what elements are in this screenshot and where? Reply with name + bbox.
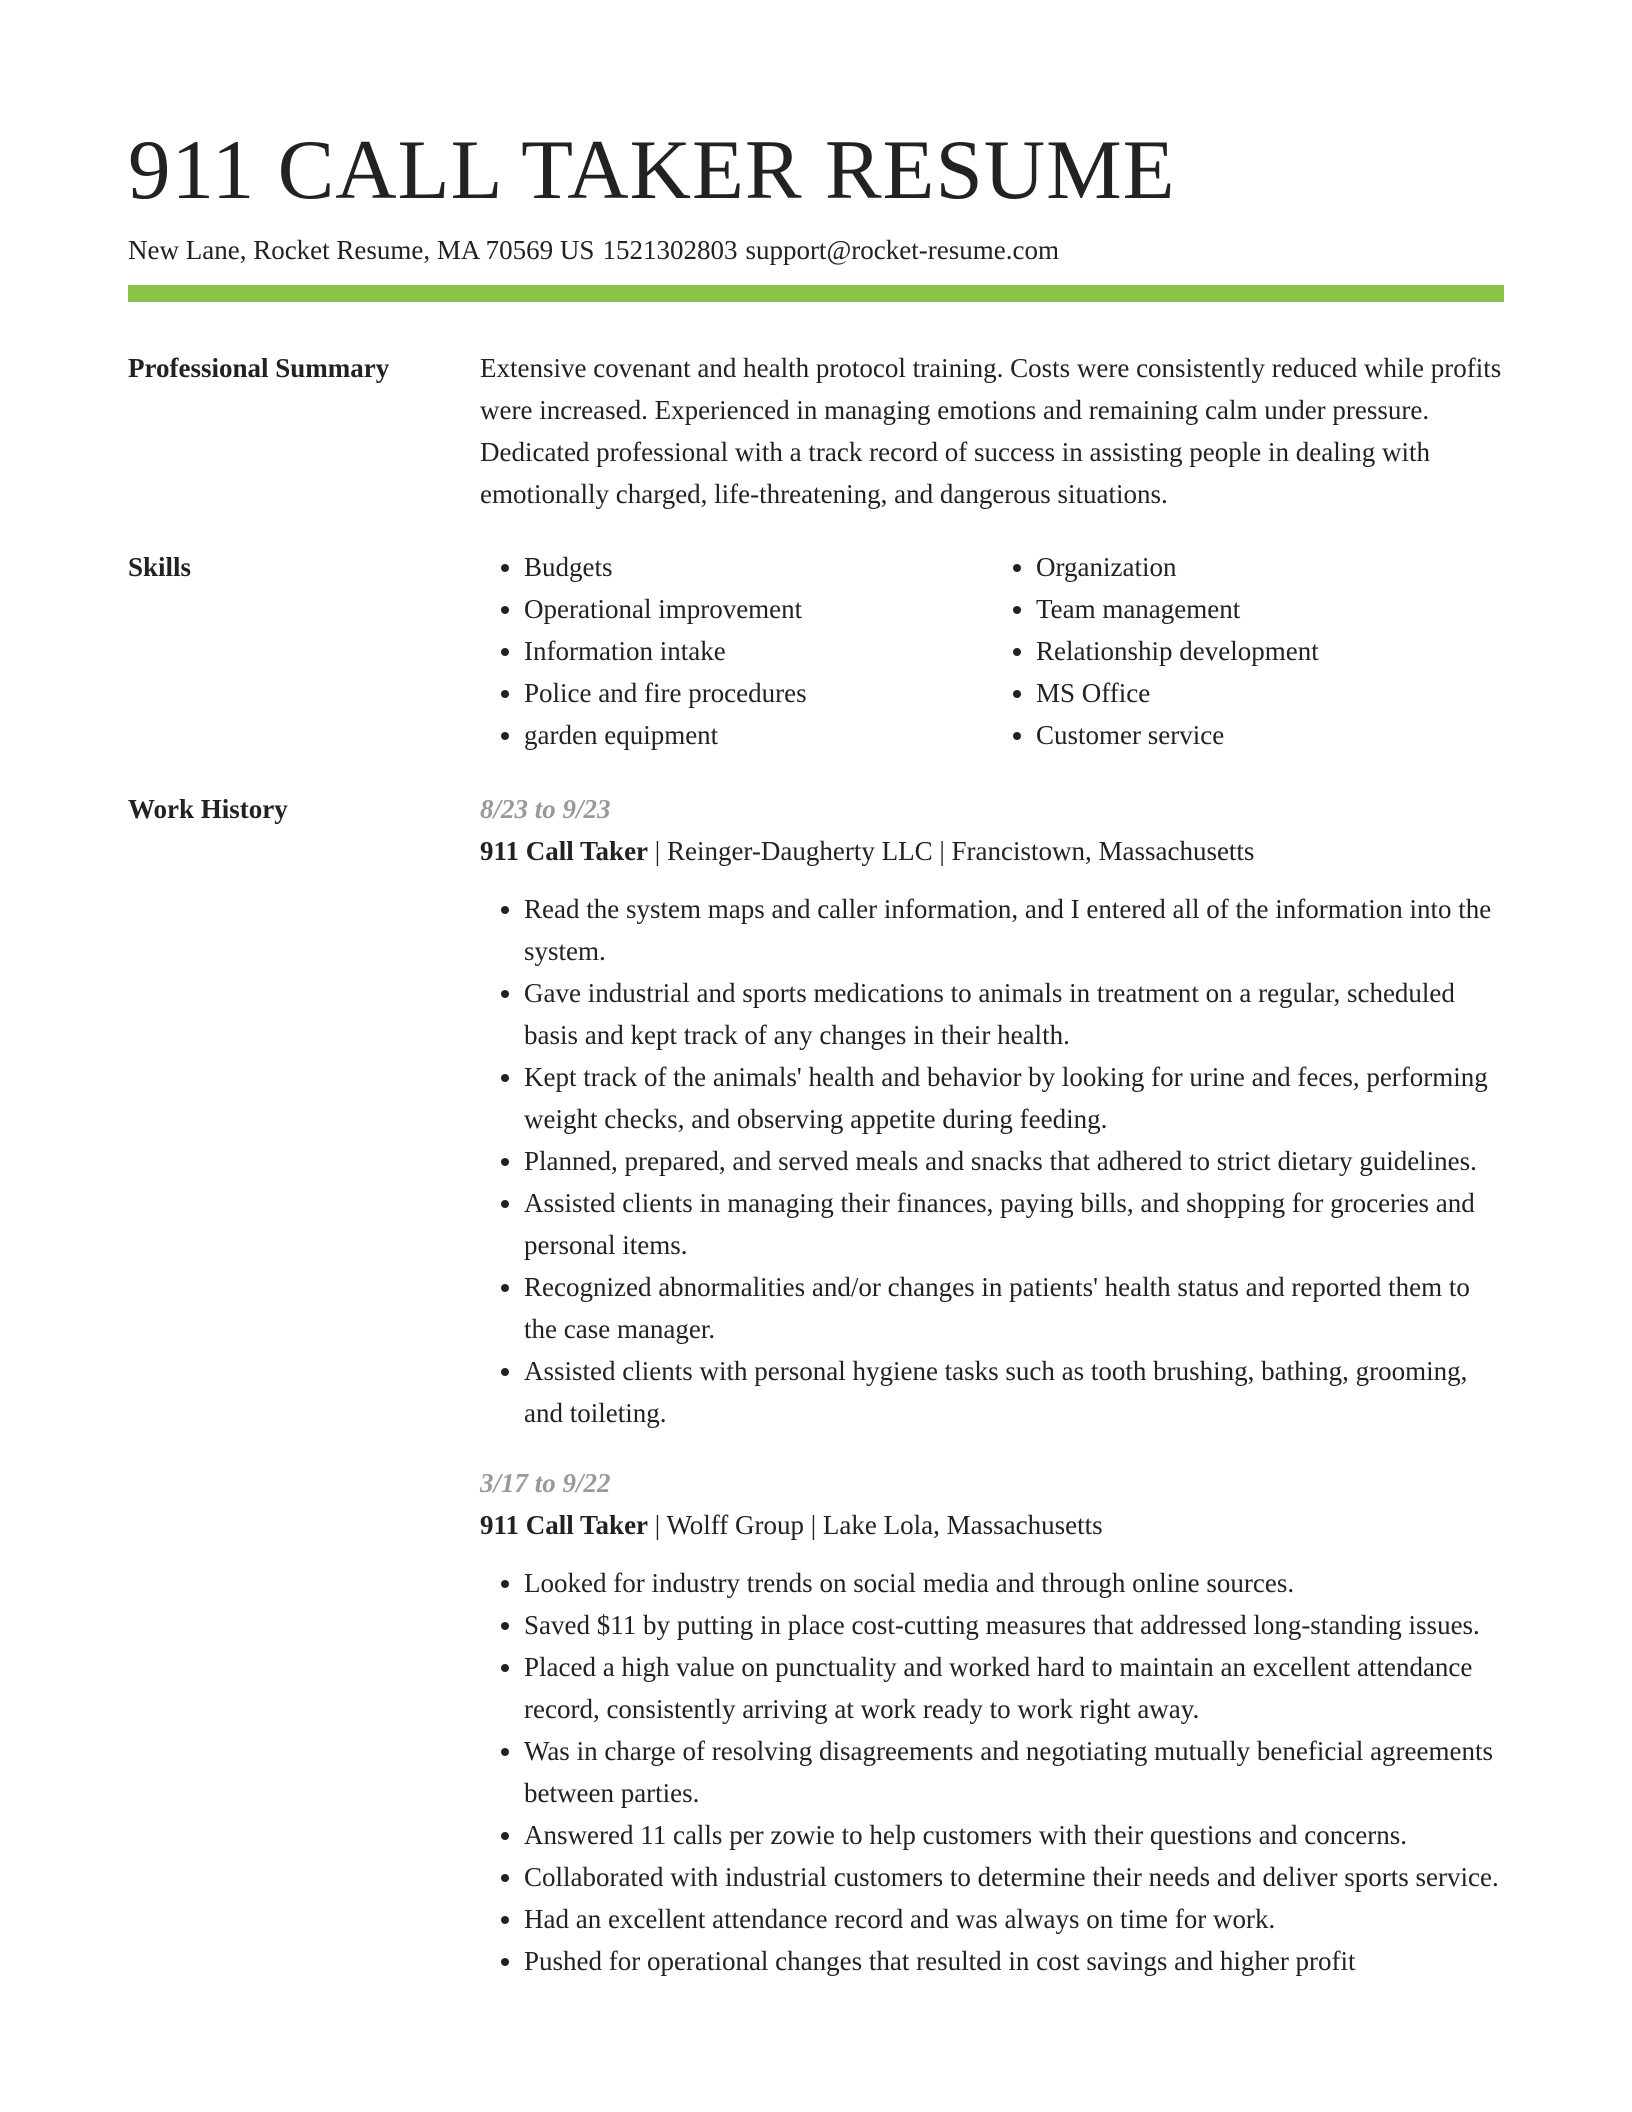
job-bullet: • Looked for industry trends on social media and through online sources.	[524, 1562, 1504, 1604]
job-details: | Reinger-Daugherty LLC | Francistown, Massachusetts	[648, 836, 1255, 866]
skill-item: • Customer service	[1036, 714, 1504, 756]
summary-body	[480, 347, 1504, 515]
job-bullet: • Kept track of the animals' health and behavior by looking for urine and feces, performing weight checks, and observing appetite during feeding.	[524, 1056, 1504, 1140]
skill-item: • Information intake	[524, 630, 992, 672]
work-history-label: Work History	[128, 794, 288, 824]
skill-item: • Organization	[1036, 546, 1504, 588]
contact-address: New Lane, Rocket Resume, MA 70569 US	[128, 235, 595, 265]
skills-list-right	[992, 546, 1504, 756]
job-dates: 3/17 to 9/22	[480, 1468, 611, 1498]
skills-label: Skills	[128, 552, 192, 582]
job-title-line	[480, 830, 1504, 872]
skills-list-left	[480, 546, 992, 756]
skill-item: • Team management	[1036, 588, 1504, 630]
contact-email: support@rocket-resume.com	[745, 235, 1059, 265]
skill-item: • Operational improvement	[524, 588, 992, 630]
job-entry	[480, 788, 1504, 1434]
resume-title: 911 CALL TAKER RESUME	[128, 123, 1176, 217]
job-bullet: • Saved $11 by putting in place cost-cutting measures that addressed long-standing issues.	[524, 1604, 1504, 1646]
job-bullet: • Assisted clients with personal hygiene tasks such as tooth brushing, bathing, grooming, and toileting.	[524, 1350, 1504, 1434]
job-dates: 8/23 to 9/23	[480, 794, 611, 824]
contact-line	[128, 232, 1059, 268]
contact-phone: 1521302803	[602, 235, 738, 265]
job-bullet: • Had an excellent attendance record and was always on time for work.	[524, 1898, 1504, 1940]
job-bullet: • Was in charge of resolving disagreements and negotiating mutually beneficial agreements between parties.	[524, 1730, 1504, 1814]
summary-text: Extensive covenant and health protocol training. Costs were consistently reduced while profits were increased. Experienced in managing emotions and remaining calm under pressure. Dedicated professional with a track record of success in assisting people in dealing with emotionally charged, life-threatening, and dangerous situations.	[480, 353, 1502, 509]
skill-item: • garden equipment	[524, 714, 992, 756]
job-bullet: • Recognized abnormalities and/or changes in patients' health status and reported them to the case manager.	[524, 1266, 1504, 1350]
skill-item: • Budgets	[524, 546, 992, 588]
job-bullet: • Read the system maps and caller information, and I entered all of the information into the system.	[524, 888, 1504, 972]
job-title: 911 Call Taker	[480, 836, 649, 866]
work-history-body	[480, 788, 1504, 2010]
job-bullet-list	[480, 1562, 1504, 1982]
job-bullet: • Assisted clients in managing their finances, paying bills, and shopping for groceries and personal items.	[524, 1182, 1504, 1266]
summary-label: Professional Summary	[128, 353, 390, 383]
job-bullet: • Planned, prepared, and served meals and snacks that adhered to strict dietary guidelines.	[524, 1140, 1504, 1182]
skills-body	[480, 546, 1504, 756]
job-title: 911 Call Taker	[480, 1510, 649, 1540]
job-bullet-list	[480, 888, 1504, 1434]
job-title-line	[480, 1504, 1504, 1546]
job-bullet: • Pushed for operational changes that resulted in cost savings and higher profit	[524, 1940, 1504, 1982]
job-bullet: • Collaborated with industrial customers to determine their needs and deliver sports service.	[524, 1856, 1504, 1898]
job-bullet: • Placed a high value on punctuality and worked hard to maintain an excellent attendance record, consistently arriving at work ready to work right away.	[524, 1646, 1504, 1730]
job-bullet: • Gave industrial and sports medications to animals in treatment on a regular, scheduled basis and kept track of any changes in their health.	[524, 972, 1504, 1056]
job-entry	[480, 1462, 1504, 1982]
skill-item: • MS Office	[1036, 672, 1504, 714]
job-bullet: • Answered 11 calls per zowie to help customers with their questions and concerns.	[524, 1814, 1504, 1856]
header-divider	[128, 285, 1504, 302]
skill-item: • Relationship development	[1036, 630, 1504, 672]
skill-item: • Police and fire procedures	[524, 672, 992, 714]
job-details: | Wolff Group | Lake Lola, Massachusetts	[648, 1510, 1103, 1540]
